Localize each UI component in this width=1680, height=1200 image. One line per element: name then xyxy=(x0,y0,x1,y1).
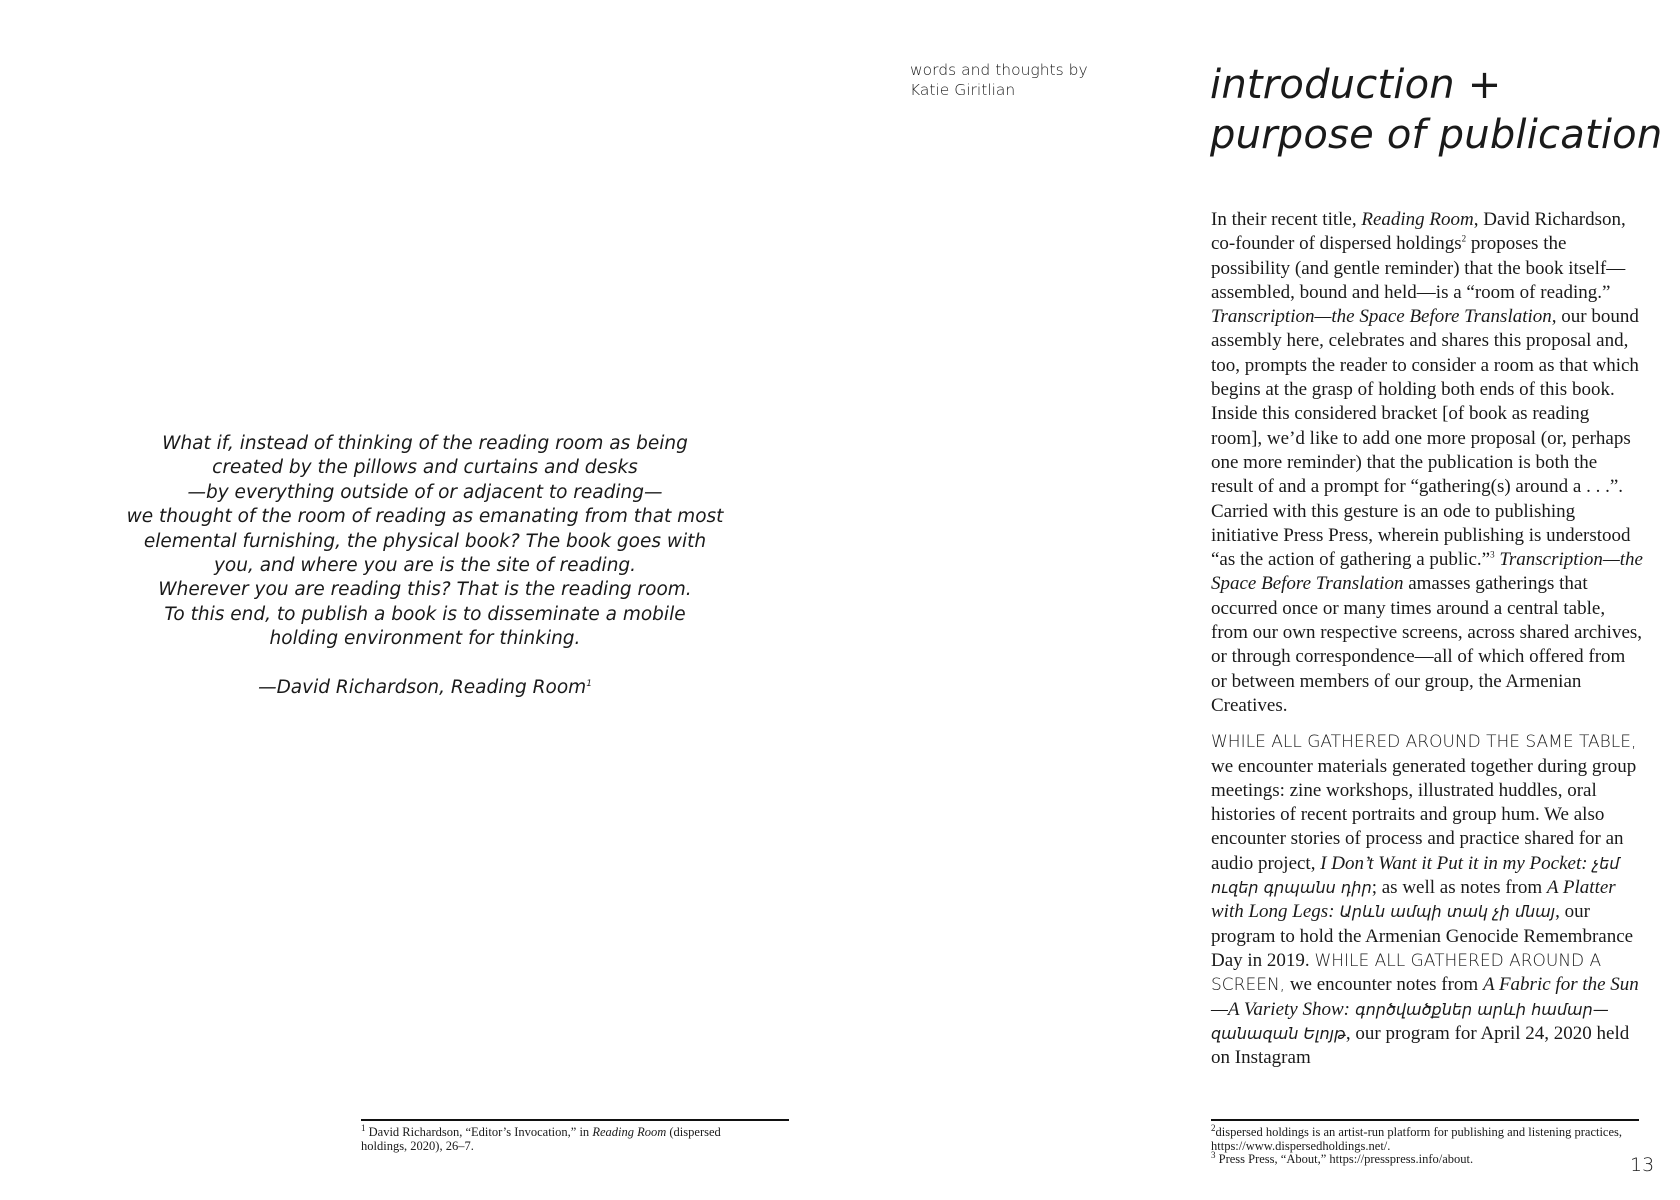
quote-line: holding environment for thinking. xyxy=(269,628,581,650)
text: proposes the possibility (and gentle reminder) that the book itself—assembled, bound and held—is a “room of reading.” xyxy=(1211,233,1626,303)
footnotes-right xyxy=(1211,1122,1631,1167)
armenian-title: գործվածքներ արևի համար—զանազան Ելոյթ xyxy=(1211,999,1609,1043)
quote-line: —by everything outside of or adjacent to reading— xyxy=(187,481,663,503)
body-text xyxy=(1211,208,1643,1082)
footnote-number: 2 xyxy=(1211,1122,1216,1133)
quote-line: To this end, to publish a book is to disseminate a mobile xyxy=(164,603,686,625)
quote-line: you, and where you are is the site of reading. xyxy=(213,555,637,577)
armenian-title: Արևն ամպի տակ չի մնայ xyxy=(1334,902,1556,922)
footnote-ref[interactable]: 2 xyxy=(1461,233,1467,244)
epigraph-quote xyxy=(120,432,730,700)
quote-line: we thought of the room of reading as emanating from that most xyxy=(126,506,724,528)
footnote-divider xyxy=(361,1119,789,1121)
footnote-ref[interactable]: 3 xyxy=(1490,549,1495,560)
small-caps-lead: WHILE ALL GATHERED AROUND A SCREEN, xyxy=(1211,950,1602,996)
chapter-title xyxy=(1210,60,1662,160)
title-ref: I Don’t Want it Put it in my Pocket: xyxy=(1320,852,1588,874)
credit-author: Katie Giritlian xyxy=(910,81,1016,99)
quote-line: created by the pillows and curtains and desks xyxy=(212,457,638,479)
quote-line: Wherever you are reading this? That is the reading room. xyxy=(158,579,692,601)
title-ref: Transcription—the Space Before Translation xyxy=(1211,549,1643,595)
title-line: purpose of publication xyxy=(1210,112,1663,158)
text: ; as well as notes from xyxy=(1371,877,1547,899)
quote-line: elemental furnishing, the physical book? The book goes with xyxy=(143,530,707,552)
text: , our bound assembly here, celebrates and shares this proposal and, too, prompts the reader to consider a room as that which begins at the grasp of holding both ends of this book. Inside this considered bracket [of book as reading room], we’d like to add one more proposal (or, perhaps one more reminder) that the publication is both the result of and a prompt for “gathering(s) around a . . .”. Carried with this gesture is an ode to publishing initiative Press Press, wherein publishing is understood “as the action of gathering a public.” xyxy=(1211,306,1639,571)
armenian-title: չեմ ուզեր գրպանս դիր xyxy=(1211,853,1620,898)
quote-attribution xyxy=(120,676,730,700)
title-ref: A Fabric for the Sun—A Variety Show: xyxy=(1211,974,1639,1020)
footnote-divider xyxy=(1211,1119,1639,1121)
footnote-number: 3 xyxy=(1211,1149,1216,1160)
paragraph xyxy=(1211,208,1643,718)
title-ref: Reading Room xyxy=(592,1125,667,1139)
text: David Richardson, “Editor’s Invocation,” in xyxy=(368,1125,593,1139)
footnote-number: 1 xyxy=(361,1122,366,1133)
title-line: introduction + xyxy=(1210,62,1502,108)
text: amasses gatherings that occurred once or many times around a central table, from our own respective screens, across shared archives, or through correspondence—all of which offered from or between members of our group, the Armenian Creatives. xyxy=(1211,573,1643,716)
credit-line: words and thoughts by xyxy=(910,61,1088,79)
text: , our program to hold the Armenian Genocide Remembrance Day in 2019. xyxy=(1211,901,1634,971)
footnote-1 xyxy=(361,1122,721,1153)
text: , our program for April 24, 2020 held on Instagram xyxy=(1211,1022,1630,1069)
text: dispersed holdings is an artist-run platform for publishing and listening practices, https://www.dispersedholdings.net/. xyxy=(1211,1125,1623,1153)
quote-line: What if, instead of thinking of the reading room as being xyxy=(162,433,688,454)
text: Press Press, “About,” https://presspress.info/about. xyxy=(1218,1152,1474,1166)
text: (dispersed holdings, 2020), 26–7. xyxy=(361,1125,721,1153)
footnote-3 xyxy=(1211,1149,1631,1167)
text: , David Richardson, co-founder of dispersed holdings xyxy=(1211,209,1626,255)
small-caps-lead: WHILE ALL GATHERED AROUND THE SAME TABLE, xyxy=(1211,732,1637,753)
title-ref: Transcription—the Space Before Translation xyxy=(1211,306,1552,328)
title-ref: A Platter with Long Legs: xyxy=(1211,877,1616,923)
page-number: 13 xyxy=(1630,1154,1655,1176)
paragraph xyxy=(1211,730,1643,1070)
footnote-ref[interactable]: 1 xyxy=(586,678,592,689)
author-credit xyxy=(910,60,1088,100)
text: In their recent title, xyxy=(1211,209,1362,230)
text: we encounter materials generated together during group meetings: zine workshops, illustrated huddles, oral histories of recent portraits and group hum. We also encounter stories of process and practice shared for an audio project, xyxy=(1211,755,1637,874)
attribution-text: —David Richardson, Reading Room xyxy=(258,676,587,698)
title-ref: Reading Room xyxy=(1361,209,1474,230)
footnote-2 xyxy=(1211,1122,1631,1153)
text: we encounter notes from xyxy=(1285,974,1483,996)
